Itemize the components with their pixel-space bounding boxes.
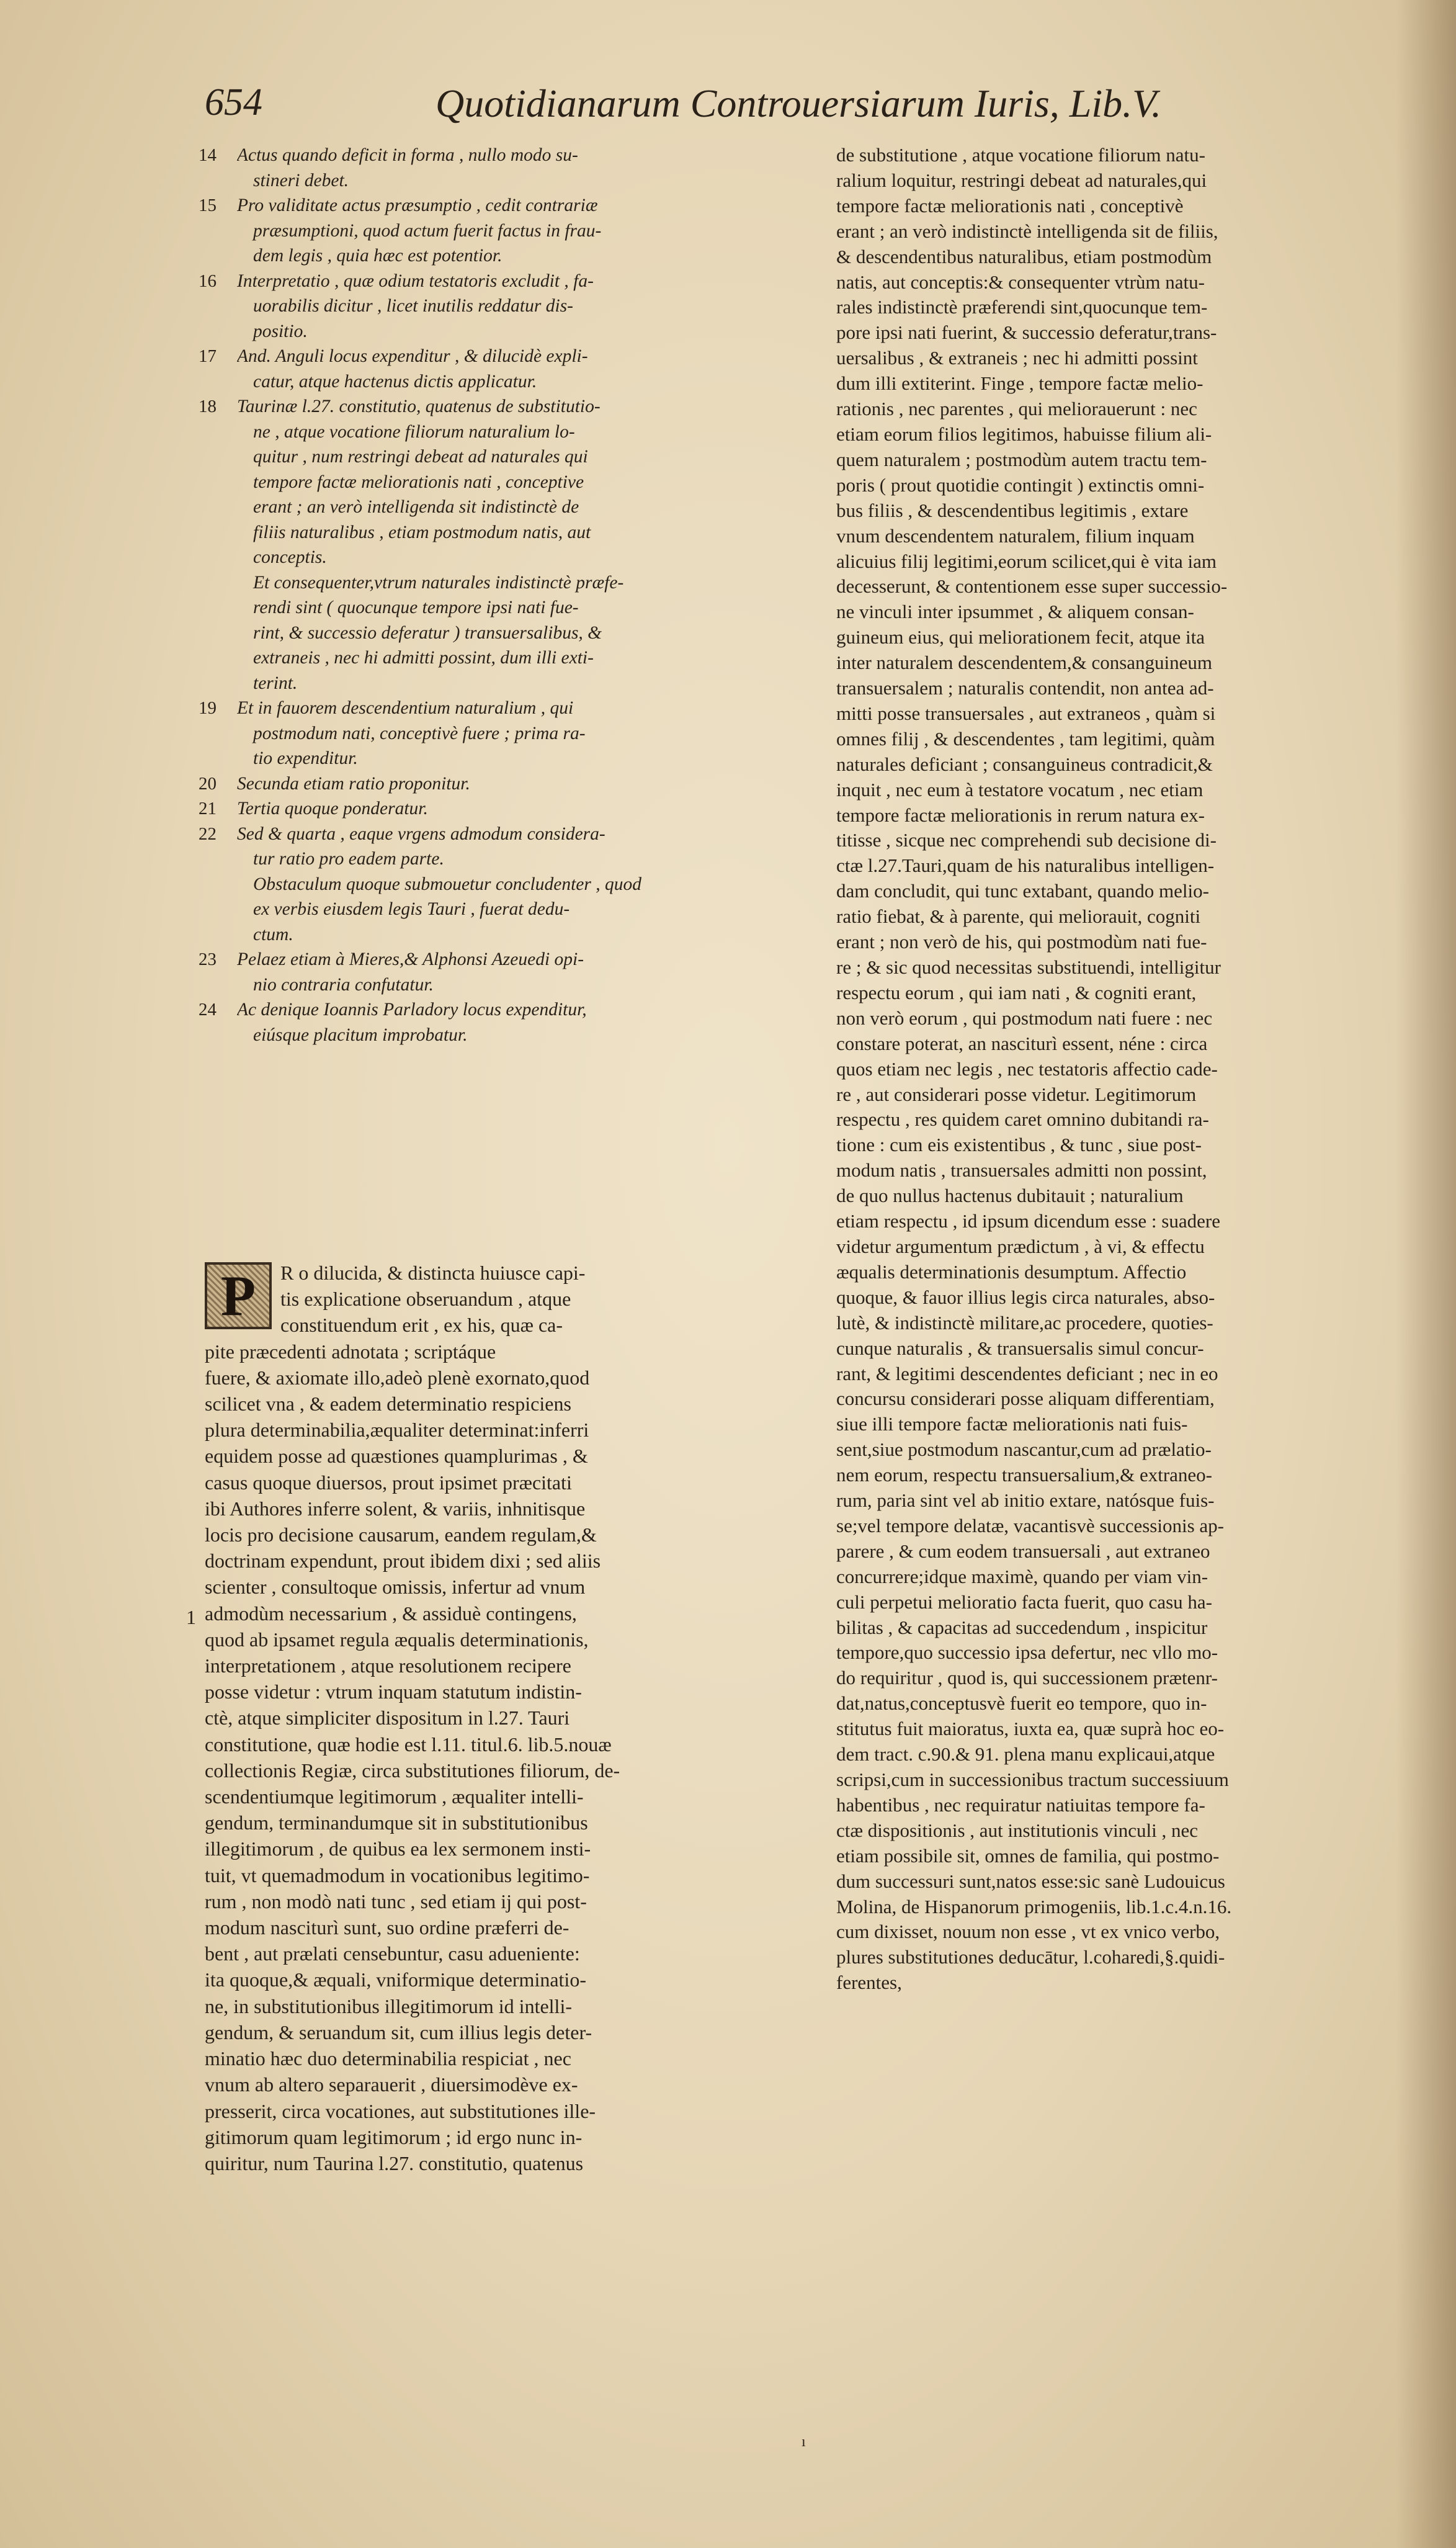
summary-line: conceptis. xyxy=(253,547,327,567)
summary-line: præsumptioni, quod actum fuerit factus in frau- xyxy=(253,220,602,241)
body-line: concursu considerari posse aliquam differentiam, xyxy=(836,1388,1215,1410)
summary-item xyxy=(199,394,819,570)
body-line: ctè, atque simpliciter dispositum in l.27. Tauri xyxy=(205,1707,570,1729)
body-line: ferentes, xyxy=(836,1972,902,1994)
summary-line: rendi sint ( quocunque tempore ipsi nati fue- xyxy=(253,598,579,617)
body-line: fuere, & axiomate illo,adeò plenè exornato,quod xyxy=(205,1366,590,1389)
summary-line: ctum. xyxy=(253,924,293,944)
body-line: casus quoque diuersos, prout ipsimet præcitati xyxy=(205,1471,572,1494)
body-line: & descendentibus naturalibus, etiam postmodùm xyxy=(836,245,1212,267)
summary-line: rint, & successio deferatur ) transuersalibus, & xyxy=(253,622,602,643)
summary-item xyxy=(199,696,819,771)
body-line: do requiritur , quod is, qui successionem prætenr- xyxy=(836,1667,1218,1689)
dropcap-initial: P xyxy=(205,1262,272,1329)
body-line: se;vel tempore delatæ, vacantisvè successionis ap- xyxy=(836,1514,1224,1536)
body-line: æqualis determinationis desumptum. Affectio xyxy=(836,1260,1187,1283)
body-line: naturales deficiant ; consanguineus contradicit,& xyxy=(836,753,1213,775)
body-line: etiam respectu , id ipsum dicendum esse : suadere xyxy=(836,1210,1220,1232)
body-line: bent , aut prælati censebuntur, casu adueniente: xyxy=(205,1942,580,1965)
summary-line: Et in fauorem descendentium naturalium , qui xyxy=(237,698,574,718)
body-line: tione : cum eis existentibus , & tunc , siue post- xyxy=(836,1134,1202,1156)
body-line: tempore factæ meliorationis in rerum natura ex- xyxy=(836,804,1205,826)
body-line: tuit, vt quemadmodum in vocationibus legitimo- xyxy=(205,1864,590,1886)
body-line: lutè, & indistinctè militare,ac procedere, quoties- xyxy=(836,1311,1213,1334)
body-line: rales indistinctè præferendi sint,quocunque tem- xyxy=(836,296,1208,318)
body-line: quem naturalem ; postmodùm autem tractu tem- xyxy=(836,448,1207,470)
body-line: Molina, de Hispanorum primogeniis, lib.1.c.4.n.16. xyxy=(836,1895,1232,1918)
body-line: culi perpetui melioratio facta fuerit, quo casu ha- xyxy=(836,1590,1212,1613)
summary-item xyxy=(199,947,819,997)
summary-line: uorabilis dicitur , licet inutilis reddatur dis- xyxy=(253,296,573,316)
body-line: etiam possibile sit, omnes de familia, qui postmo- xyxy=(836,1844,1220,1867)
body-line: etiam eorum filios legitimos, habuisse filium ali- xyxy=(836,423,1212,445)
body-line: dat,natus,conceptusvè fuerit eo tempore, quo in- xyxy=(836,1692,1207,1715)
summary-line: positio. xyxy=(253,321,308,341)
body-line: illegitimorum , de quibus ea lex sermonem insti- xyxy=(205,1837,591,1860)
body-line: siue illi tempore factæ meliorationis nati fuis- xyxy=(836,1413,1188,1435)
body-line: tempore factæ meliorationis nati , conceptivè xyxy=(836,194,1184,217)
summary-line: Taurinæ l.27. constitutio, quatenus de substitutio- xyxy=(237,397,601,416)
body-line: rum , non modò nati tunc , sed etiam ij qui post- xyxy=(205,1890,587,1913)
body-line: ne, in substitutionibus illegitimorum id intelli- xyxy=(205,1994,572,2017)
summary-line: tur ratio pro eadem parte. xyxy=(253,849,444,869)
body-line: omnes filij , & descendentes , tam legitimi, quàm xyxy=(836,727,1215,750)
body-line: mitti posse transuersales , aut extraneos , quàm si xyxy=(836,702,1216,724)
summary-item xyxy=(199,193,819,269)
body-line: dam concludit, qui tunc extabant, quando melio- xyxy=(836,880,1209,902)
body-line: doctrinam expendunt, prout ibidem dixi ; sed aliis xyxy=(205,1550,601,1572)
body-line: alicuius filij legitimi,eorum scilicet,qui è vita iam xyxy=(836,550,1217,572)
body-line: scilicet vna , & eadem determinatio respiciens xyxy=(205,1393,571,1415)
left-text-lines xyxy=(205,1260,819,2176)
body-line: vnum ab altero separauerit , diuersimodève ex- xyxy=(205,2073,578,2096)
body-line: minatio hæc duo determinabilia respiciat , nec xyxy=(205,2047,571,2070)
body-line: tis explicatione obseruandum , atque xyxy=(280,1288,571,1311)
body-line: scripsi,cum in successionibus tractum successiuum xyxy=(836,1769,1229,1790)
body-line: constare poterat, an nasciturì essent, néne : circa xyxy=(836,1032,1208,1054)
body-line: concurrere;idque maximè, quando per viam vin- xyxy=(836,1565,1208,1587)
summary-item-number: 24 xyxy=(199,1000,217,1020)
body-line: constituendum erit , ex his, quæ ca- xyxy=(280,1314,563,1337)
summary-item xyxy=(199,872,819,948)
footer-mark: ı xyxy=(802,2434,806,2450)
body-line: quos etiam nec legis , nec testatoris affectio cade- xyxy=(836,1057,1218,1080)
body-line: stitutus fuit maioratus, iuxta ea, quæ suprà hoc eo- xyxy=(836,1718,1225,1740)
page-header xyxy=(205,81,1259,137)
body-line: transuersalem ; naturalis contendit, non antea ad- xyxy=(836,677,1214,699)
summary-item xyxy=(199,796,819,822)
body-line: modum natis , transuersales admitti non possint, xyxy=(836,1159,1207,1182)
body-line: pite præcedenti adnotata ; scriptáque xyxy=(205,1340,496,1363)
body-line: admodùm necessarium , & assiduè contingens, xyxy=(205,1602,577,1625)
body-line: ctæ dispositionis , aut institutionis vinculi , nec xyxy=(836,1819,1198,1841)
body-line: constitutione, quæ hodie est l.11. titul.6. lib.5.nouæ xyxy=(205,1733,612,1756)
chapter-summary xyxy=(199,143,819,1047)
summary-line: tio expenditur. xyxy=(253,748,358,768)
body-line: ralium loquitur, restringi debeat ad naturales,qui xyxy=(836,169,1207,191)
body-line: quoque, & fauor illius legis circa naturales, abso- xyxy=(836,1286,1215,1308)
body-line: collectionis Regiæ, circa substitutiones filiorum, de- xyxy=(205,1759,620,1782)
summary-line: postmodum nati, conceptivè fuere ; prima ra- xyxy=(253,723,586,743)
page-edge-shadow xyxy=(1396,0,1456,2548)
body-line: inter naturalem descendentem,& consanguineum xyxy=(836,652,1213,674)
body-line: decesserunt, & contentionem esse super successio- xyxy=(836,575,1228,598)
summary-line: eiúsque placitum improbatur. xyxy=(253,1025,468,1045)
body-line: gendum, terminandumque sit in substitutionibus xyxy=(205,1811,588,1834)
body-line: bilitas , & capacitas ad succedendum , inspicitur xyxy=(836,1616,1208,1638)
body-line: interpretationem , atque resolutionem recipere xyxy=(205,1654,571,1677)
body-line: cum dixisset, nouum non esse , vt ex vnico verbo, xyxy=(836,1921,1220,1943)
body-line: videtur argumentum prædictum , à vi, & effectu xyxy=(836,1235,1205,1257)
summary-item-number: 20 xyxy=(199,773,217,794)
body-line: locis pro decisione causarum, eandem regulam,& xyxy=(205,1523,597,1546)
body-line: titisse , sicque nec comprehendi sub decisione di- xyxy=(836,829,1217,851)
body-line: R o dilucida, & distincta huiusce capi- xyxy=(280,1262,586,1284)
summary-line: ex verbis eiusdem legis Tauri , fuerat dedu- xyxy=(253,899,570,919)
summary-item xyxy=(199,771,819,797)
body-line: habentibus , nec requiratur natiuitas tempore fa- xyxy=(836,1793,1205,1816)
body-line: de quo nullus hactenus dubitauit ; naturalium xyxy=(836,1185,1184,1207)
body-line: uersalibus , & extraneis ; nec hi admitti possint xyxy=(836,347,1198,369)
body-line: dum successuri sunt,natos esse:sic sanè Ludouicus xyxy=(836,1870,1225,1892)
summary-line: Actus quando deficit in forma , nullo modo su- xyxy=(237,145,578,165)
body-line: parere , & cum eodem transuersali , aut extraneo xyxy=(836,1540,1210,1562)
summary-item-number: 21 xyxy=(199,799,217,819)
margin-number: 1 xyxy=(186,1606,196,1628)
summary-item xyxy=(199,269,819,344)
summary-item-number: 14 xyxy=(199,145,217,165)
body-line: gendum, & seruandum sit, cum illius legis deter- xyxy=(205,2021,592,2043)
body-line: rationis , nec parentes , qui meliorauerunt : nec xyxy=(836,398,1197,420)
summary-line: erant ; an verò intelligenda sit indistinctè de xyxy=(253,497,579,517)
body-line: tempore,quo successio ipsa defertur, nec vllo mo- xyxy=(836,1641,1218,1664)
body-line: rant, & legitimi descendentes deficiant ; nec in eo xyxy=(836,1362,1218,1384)
summary-line: Pro validitate actus præsumptio , cedit contrariæ xyxy=(237,195,598,215)
body-line: de substitutione , atque vocatione filiorum natu- xyxy=(836,144,1205,166)
summary-line: nio contraria confutatur. xyxy=(253,974,434,995)
body-line: sent,siue postmodum nascantur,cum ad prælatio- xyxy=(836,1438,1212,1461)
summary-item-number: 15 xyxy=(199,195,217,215)
summary-line: catur, atque hactenus dictis applicatur. xyxy=(253,371,537,392)
body-line: ctæ l.27.Tauri,quam de his naturalibus intelligen- xyxy=(836,855,1215,877)
summary-line: stineri debet. xyxy=(253,170,349,191)
body-line: non verò eorum , qui postmodum nati fuere : nec xyxy=(836,1007,1213,1029)
summary-line: Interpretatio , quæ odium testatoris excludit , fa- xyxy=(237,271,594,291)
body-line: modum nasciturì sunt, suo ordine præferri de- xyxy=(205,1916,569,1939)
summary-item xyxy=(199,570,819,696)
body-line: ne vinculi inter ipsummet , & aliquem consan- xyxy=(836,601,1194,623)
summary-line: extraneis , nec hi admitti possint, dum illi exti- xyxy=(253,648,594,668)
summary-line: Pelaez etiam à Mieres,& Alphonsi Azeuedi opi- xyxy=(237,949,584,969)
body-line: natis, aut conceptis:& consequenter vtrùm natu- xyxy=(836,271,1205,293)
body-line: re ; & sic quod necessitas substituendi, intelligitur xyxy=(836,956,1221,978)
body-line: vnum descendentem naturalem, filium inquam xyxy=(836,524,1195,547)
body-line: pore ipsi nati fuerint, & successio deferatur,trans- xyxy=(836,321,1217,344)
body-line: quod ab ipsamet regula æqualis determinationis, xyxy=(205,1628,589,1651)
body-line: scienter , consultoque omissis, infertur ad vnum xyxy=(205,1576,586,1599)
summary-line: dem legis , quia hæc est potentior. xyxy=(253,246,502,266)
body-line: erant ; an verò indistinctè intelligenda sit de filiis, xyxy=(836,220,1218,242)
summary-line: Secunda etiam ratio proponitur. xyxy=(237,773,470,794)
summary-item xyxy=(199,822,819,872)
body-line: ibi Authores inferre solent, & variis, inhnitisque xyxy=(205,1497,586,1520)
summary-line: tempore factæ meliorationis nati , conceptive xyxy=(253,472,584,492)
summary-item-number: 22 xyxy=(199,823,217,844)
body-column-left xyxy=(205,1260,819,2176)
body-line: dum illi extiterint. Finge , tempore factæ melio- xyxy=(836,372,1204,395)
running-title: Quotidianarum Controuersiarum Iuris, Lib.V. xyxy=(435,81,1161,125)
summary-item xyxy=(199,143,819,193)
body-line: ita quoque,& æquali, vniformique determinatio- xyxy=(205,1968,586,1991)
body-line: rum, paria sint vel ab initio extare, natósque fuis- xyxy=(836,1489,1215,1512)
body-line: respectu eorum , qui iam nati , & cogniti erant, xyxy=(836,981,1197,1003)
body-line: presserit, circa vocationes, aut substitutiones ille- xyxy=(205,2099,596,2122)
summary-item-number: 16 xyxy=(199,271,217,291)
summary-line: Sed & quarta , eaque vrgens admodum considera- xyxy=(237,823,605,844)
body-column-right xyxy=(836,143,1404,1996)
summary-item-number: 19 xyxy=(199,698,217,718)
summary-line: Tertia quoque ponderatur. xyxy=(237,799,428,819)
summary-line: And. Anguli locus expenditur , & dilucidè expli- xyxy=(237,346,588,366)
body-line: guineum eius, qui meliorationem fecit, atque ita xyxy=(836,626,1205,648)
body-line: equidem posse ad quæstiones quamplurimas , & xyxy=(205,1445,588,1468)
body-line: poris ( prout quotidie contingit ) extinctis omni- xyxy=(836,473,1205,496)
summary-item-number: 17 xyxy=(199,346,217,366)
body-line: plures substitutiones deducātur, l.coharedi,§.quidi- xyxy=(836,1946,1225,1968)
page-number: 654 xyxy=(205,81,262,123)
summary-line: Et consequenter,vtrum naturales indistinctè præfe- xyxy=(253,572,624,593)
body-line: plura determinabilia,æqualiter determinat:inferri xyxy=(205,1419,589,1442)
summary-item xyxy=(199,344,819,394)
body-line: erant ; non verò de his, qui postmodùm nati fue- xyxy=(836,931,1207,953)
body-line: re , aut considerari posse videtur. Legitimorum xyxy=(836,1083,1197,1105)
body-line: inquit , nec eum à testatore vocatum , nec etiam xyxy=(836,778,1204,801)
summary-line: ne , atque vocatione filiorum naturalium lo- xyxy=(253,421,575,442)
body-line: scendentiumque legitimorum , æqualiter intelli- xyxy=(205,1785,584,1808)
body-line: bus filiis , & descendentibus legitimis , extare xyxy=(836,499,1189,521)
body-line: ratio fiebat, & à parente, qui meliorauit, cogniti xyxy=(836,905,1201,928)
body-line: cunque naturalis , & transuersalis simul concur- xyxy=(836,1337,1204,1359)
summary-line: quitur , num restringi debeat ad naturales qui xyxy=(253,447,588,467)
summary-item-number: 18 xyxy=(199,397,217,416)
body-line: respectu , res quidem caret omnino dubitandi ra- xyxy=(836,1108,1209,1131)
summary-line: terint. xyxy=(253,673,298,693)
body-line: dem tract. c.90.& 91. plena manu explicaui,atque xyxy=(836,1743,1215,1765)
summary-item xyxy=(199,997,819,1047)
body-line: gitimorum quam legitimorum ; id ergo nunc in- xyxy=(205,2125,583,2148)
body-line: nem eorum, respectu transuersalium,& extraneo- xyxy=(836,1464,1212,1486)
body-line: quiritur, num Taurina l.27. constitutio, quatenus xyxy=(205,2151,584,2174)
summary-line: Obstaculum quoque submouetur concludenter , quod xyxy=(253,874,641,894)
summary-item-number: 23 xyxy=(199,949,217,969)
summary-line: filiis naturalibus , etiam postmodum natis, aut xyxy=(253,522,591,542)
summary-line: Ac denique Ioannis Parladory locus expenditur, xyxy=(237,1000,587,1020)
body-line: posse videtur : vtrum inquam statutum indistin- xyxy=(205,1680,582,1703)
